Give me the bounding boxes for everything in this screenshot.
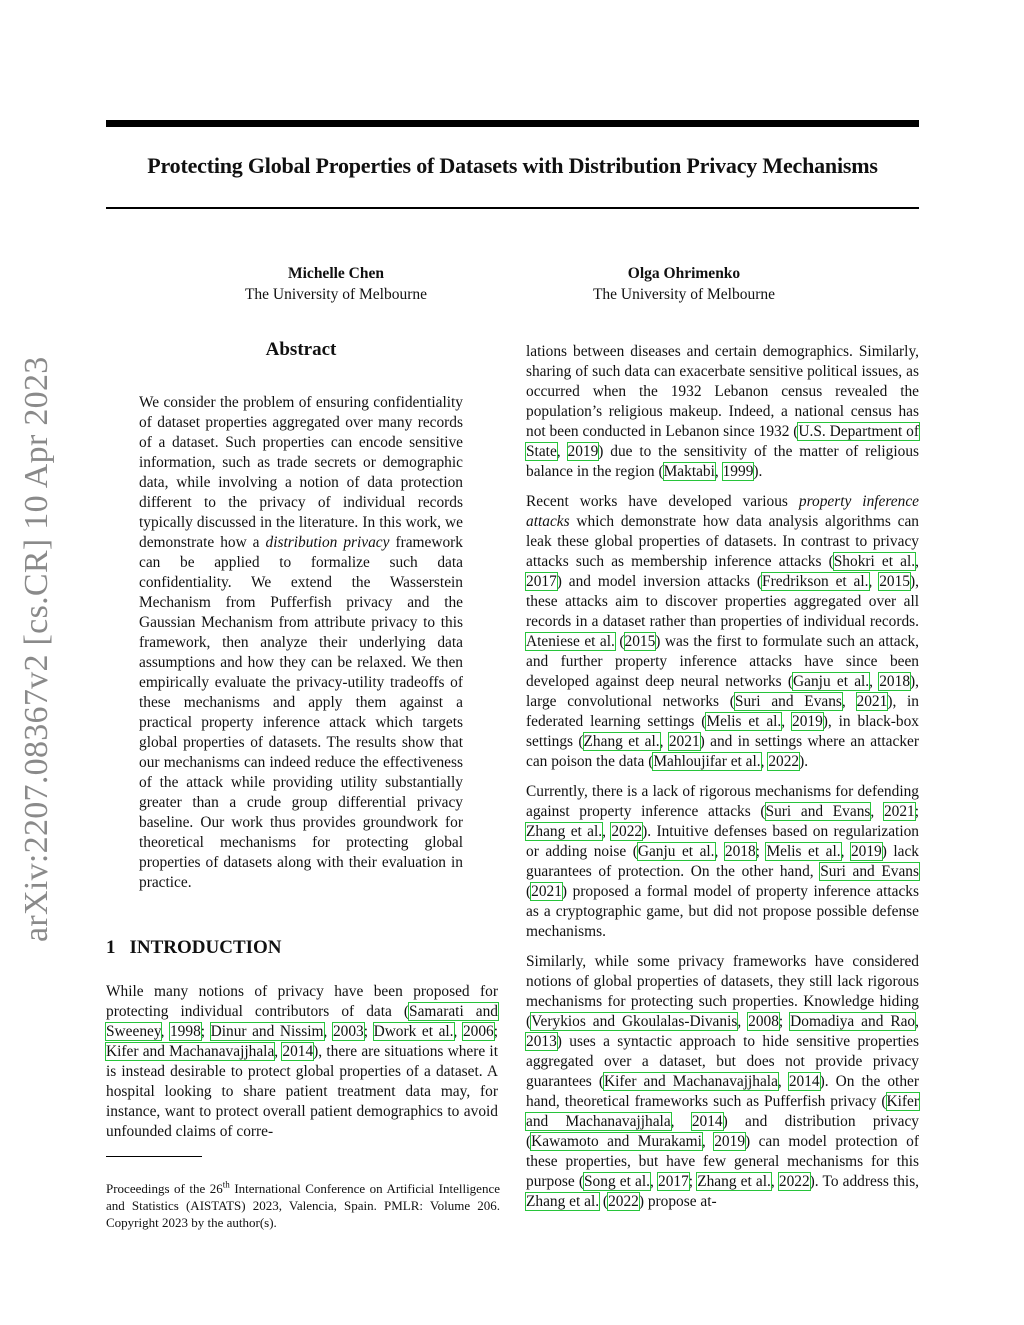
citation-link[interactable]: Song et al. <box>584 1173 650 1190</box>
intro-paragraph-1 <box>106 982 498 1142</box>
citation-link[interactable]: 2015 <box>624 633 656 650</box>
body-text: , <box>556 443 568 460</box>
body-text: ; <box>200 1023 211 1040</box>
title-top-rule <box>106 120 919 127</box>
citation-link[interactable]: 2019 <box>714 1133 746 1150</box>
citation-link[interactable]: 2022 <box>768 753 800 770</box>
body-text: ) propose at- <box>638 1193 717 1210</box>
citation-link[interactable]: 2019 <box>792 713 823 730</box>
citation-link[interactable]: Mahloujifar et al. <box>653 753 761 770</box>
body-text: ) and model inversion attacks ( <box>556 573 763 590</box>
author-block-1 <box>206 263 466 305</box>
paragraph <box>526 782 919 942</box>
citation-link[interactable]: 1998 <box>169 1023 201 1040</box>
body-text: , <box>770 1173 779 1190</box>
paragraph <box>526 492 919 772</box>
citation-link[interactable]: 2013 <box>526 1033 557 1050</box>
body-text: ) proposed a formal model of property inference attacks as a cryptographic game, but did not propose possible defense mechanisms. <box>526 883 919 940</box>
body-text: ) and distribution privacy ( <box>526 1113 920 1150</box>
citation-link[interactable]: Suri and Evans <box>734 693 842 710</box>
body-text: ; <box>493 1023 499 1040</box>
body-text: , <box>869 673 880 690</box>
body-text: lations between diseases and certain demographics. Similarly, sharing of such data can exacerbate sensitive political issues, as occurred when the 1932 Lebanon census revealed the population’s religious makeup. Indeed, a national census has not been conducted in Lebanon since 1932 ( <box>526 343 919 440</box>
citation-link[interactable]: 2017 <box>526 573 557 590</box>
citation-link[interactable]: Suri and Evans <box>820 863 919 880</box>
body-text: ; <box>363 1023 374 1040</box>
author-affiliation: The University of Melbourne <box>592 286 776 303</box>
body-text: ), in black-box settings ( <box>526 713 919 750</box>
footnote <box>106 1180 500 1231</box>
author-block-2 <box>554 263 814 305</box>
citation-link[interactable]: Melis et al. <box>766 843 841 860</box>
abstract-heading: Abstract <box>265 339 337 360</box>
body-text: ; <box>688 1173 698 1190</box>
citation-link[interactable]: Fredrikson et al. <box>762 573 869 590</box>
body-text: ) was the first to formulate such an attack, and further property inference attacks have since been developed against deep neural networks ( <box>526 633 919 690</box>
body-text: ; <box>914 803 919 820</box>
citation-link[interactable]: Ganju et al. <box>793 673 870 690</box>
citation-link[interactable]: Verykios and Gkoulalas-Divanis <box>531 1013 738 1030</box>
footnote-rule <box>106 1156 202 1157</box>
author-affiliation: The University of Melbourne <box>244 286 428 303</box>
citation-link[interactable]: Samarati and Sweeney <box>106 1003 498 1040</box>
citation-link[interactable]: 2021 <box>856 693 888 710</box>
citation-link[interactable]: Kawamoto and Murakami <box>531 1133 702 1150</box>
citation-link[interactable]: Zhang et al. <box>526 1193 600 1210</box>
abstract-emphasis: distribution privacy <box>265 534 390 551</box>
arxiv-identifier: arXiv:2207.08367v2 [cs.CR] 10 Apr 2023 <box>18 356 55 942</box>
citation-link[interactable]: Shokri et al. <box>833 553 916 570</box>
citation-link[interactable]: 2021 <box>531 883 562 900</box>
body-text: ). Intuitive defenses based on regularization or adding noise ( <box>526 823 919 860</box>
body-text: , <box>602 823 612 840</box>
body-text: ). <box>753 463 763 480</box>
footnote-superscript: th <box>222 1179 230 1190</box>
citation-link[interactable]: 2014 <box>788 1073 820 1090</box>
citation-link[interactable]: Ganju et al. <box>637 843 715 860</box>
body-text: , <box>714 463 723 480</box>
citation-link[interactable]: 2022 <box>611 823 643 840</box>
body-text: , <box>760 753 769 770</box>
body-text: Similarly, while some privacy frameworks have considered notions of global properties of datasets, they still lack rigorous mechanisms for protecting such properties. Knowledge hiding ( <box>526 953 919 1030</box>
body-text: ( <box>526 883 532 900</box>
citation-link[interactable]: 2018 <box>879 673 911 690</box>
citation-link[interactable]: Kifer and Machanavajjhala <box>603 1073 778 1090</box>
body-text: While many notions of privacy have been proposed for protecting individual contributors of data ( <box>106 983 498 1020</box>
citation-link[interactable]: 2018 <box>724 843 756 860</box>
body-text: , <box>777 1073 789 1090</box>
citation-link[interactable]: 2006 <box>462 1023 494 1040</box>
paragraph <box>526 342 919 482</box>
body-text: , <box>841 693 857 710</box>
citation-link[interactable]: Domadiya and Rao <box>790 1013 916 1030</box>
body-text: Recent works have developed various <box>526 493 799 510</box>
body-text: , <box>840 843 851 860</box>
body-text: , <box>670 1113 692 1130</box>
body-text: ; <box>778 1013 791 1030</box>
citation-link[interactable]: 2019 <box>850 843 882 860</box>
citation-link[interactable]: Dinur and Nissim <box>210 1023 324 1040</box>
citation-link[interactable]: 2022 <box>608 1193 639 1210</box>
citation-link[interactable]: Zhang et al. <box>697 1173 771 1190</box>
body-text: , <box>659 733 669 750</box>
body-text: , <box>915 553 919 570</box>
author-name: Michelle Chen <box>288 265 384 282</box>
body-text: ( <box>599 1193 609 1210</box>
section-title: INTRODUCTION <box>129 937 282 958</box>
body-text: , <box>160 1023 170 1040</box>
citation-link[interactable]: 2003 <box>332 1023 364 1040</box>
body-text: which demonstrate how data analysis algorithms can leak these global properties of datasets. In contrast to privacy attacks such as membership inference attacks ( <box>526 513 919 570</box>
body-text: , <box>737 1013 749 1030</box>
body-text: ) and in settings where an attacker can poison the data ( <box>526 733 919 770</box>
citation-link[interactable]: 2014 <box>691 1113 723 1130</box>
body-text: ; <box>755 843 767 860</box>
citation-link[interactable]: Zhang et al. <box>583 733 660 750</box>
citation-link[interactable]: 2015 <box>879 573 910 590</box>
abstract-text: We consider the problem of ensuring confidentiality of dataset properties aggregated over many records of a dataset. Such properties can encode sensitive information, such as trade secrets or demographic data, while involving a notion of data protection different to the privacy of individual records typically discussed in the literature. In this work, we demonstrate how a <box>139 394 463 551</box>
body-text: , <box>274 1043 283 1060</box>
paragraph <box>526 952 919 1212</box>
body-text: ) due to the sensitivity of the matter of religious balance in the region ( <box>526 443 920 480</box>
body-text: , <box>714 843 725 860</box>
body-text: , <box>781 713 792 730</box>
citation-link[interactable]: 1999 <box>722 463 754 480</box>
right-column <box>526 342 919 1222</box>
body-text: , <box>870 803 884 820</box>
body-text: ), these attacks aim to discover properties aggregated over all records in a dataset rather than properties of individual records. <box>526 573 919 630</box>
citation-link[interactable]: Kifer and Machanavajjhala <box>106 1043 275 1060</box>
body-text: ). On the other hand, theoretical frameworks such as Pufferfish privacy ( <box>526 1073 919 1110</box>
body-text: Currently, there is a lack of rigorous mechanisms for defending against property inference attacks ( <box>526 783 919 820</box>
citation-link[interactable]: 2019 <box>567 443 599 460</box>
citation-link[interactable]: Ateniese et al. <box>526 633 615 650</box>
abstract-text: framework can be applied to formalize such data confidentiality. We extend the Wasserstein Mechanism from Pufferfish privacy and the Gaussian Mechanism from attribute privacy to this framework, then analyze their underlying data assumptions and how they can be relaxed. We then empirically evaluate the privacy-utility tradeoffs of these mechanisms and apply them against a practical property inference attack which targets global properties of datasets. The results show that our mechanisms can indeed reduce the effectiveness of the attack while providing utility substantially greater than a crude group differential privacy baseline. Our work thus provides groundwork for theoretical mechanisms for protecting global properties of datasets along with their evaluation in practice. <box>139 534 463 891</box>
body-text: , <box>701 1133 715 1150</box>
body-text: ), in federated learning settings ( <box>526 693 920 730</box>
body-text: , <box>323 1023 333 1040</box>
footnote-text: International Conference on Artificial Intelligence and Statistics (AISTATS) 2023, Valencia, Spain. PMLR: Volume 206. Copyright 2023 by the author(s). <box>106 1181 500 1230</box>
body-text: ) lack guarantees of protection. On the other hand, <box>526 843 919 880</box>
section-heading-introduction <box>106 936 498 960</box>
body-text: ( <box>614 633 625 650</box>
paper-title: Protecting Global Properties of Datasets with Distribution Privacy Mechanisms <box>147 153 878 178</box>
citation-link[interactable]: Dwork et al. <box>373 1023 454 1040</box>
citation-link[interactable]: 2008 <box>748 1013 779 1030</box>
citation-link[interactable]: 2021 <box>883 803 915 820</box>
citation-link[interactable]: 2017 <box>658 1173 689 1190</box>
footnote-text: Proceedings of the 26 <box>106 1181 223 1196</box>
paragraph <box>106 982 498 1142</box>
citation-link[interactable]: 2014 <box>282 1043 314 1060</box>
body-text: , <box>453 1023 463 1040</box>
citation-link[interactable]: Melis et al. <box>706 713 782 730</box>
citation-link[interactable]: Kifer and Machanavajjhala <box>526 1093 919 1130</box>
body-text: , <box>868 573 880 590</box>
citation-link[interactable]: 2022 <box>778 1173 810 1190</box>
body-text: ). <box>799 753 809 770</box>
abstract-body <box>139 393 463 893</box>
body-text: ) uses a syntactic approach to hide sensitive properties aggregated over a dataset, but does not provide privacy guarantees ( <box>526 1033 919 1090</box>
citation-link[interactable]: Maktabi <box>663 463 715 480</box>
body-text: ), large convolutional networks ( <box>526 673 919 710</box>
citation-link[interactable]: Zhang et al. <box>526 823 603 840</box>
citation-link[interactable]: Suri and Evans <box>765 803 871 820</box>
body-text: ). To address this, <box>809 1173 920 1190</box>
body-text: , <box>915 1013 919 1030</box>
body-text: , <box>650 1173 658 1190</box>
body-text: ) can model protection of these properties, but have few general mechanisms for this purpose ( <box>526 1133 920 1190</box>
citation-link[interactable]: U.S. Department of State <box>526 423 919 460</box>
emphasis-text: property inference attacks <box>526 493 919 530</box>
title-bottom-rule <box>106 207 919 209</box>
author-name: Olga Ohrimenko <box>627 265 741 282</box>
section-number: 1 <box>106 937 116 958</box>
citation-link[interactable]: 2021 <box>668 733 700 750</box>
body-text: ), there are situations where it is instead desirable to protect global properties of a dataset. A hospital looking to share patient treatment data may, for instance, want to protect overall patient demographics to avoid unfounded claims of corre- <box>106 1043 498 1140</box>
